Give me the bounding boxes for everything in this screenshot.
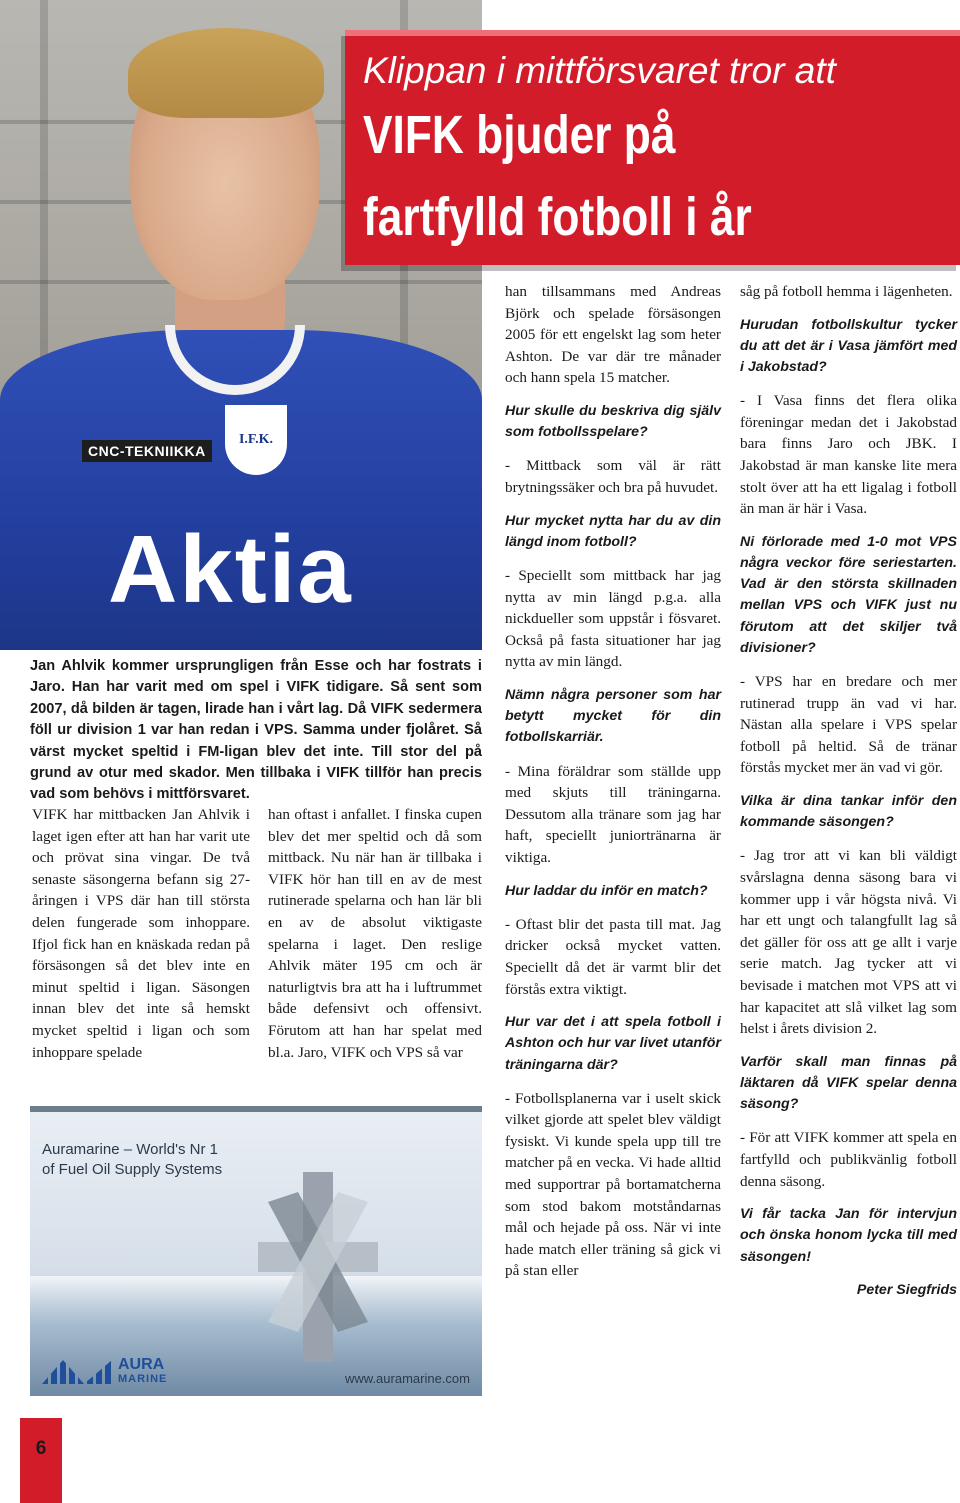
article-column-2 [268, 804, 482, 1075]
paragraph: han tillsammans med Andreas Björk och spelade försäsongen 2005 för ett engelskt lag som heter Ashton. De var där tre månader och hann spela 15 matcher. [505, 283, 721, 387]
interview-question: Ni förlorade med 1-0 mot VPS några veckor före seriestarten. Vad är den största skillnaden mellan VPS och VIFK just nu förutom att det skiljer två divisioner? [740, 533, 957, 656]
logo-text-top: AURA [118, 1356, 165, 1373]
metal-cross-graphic [258, 1172, 378, 1362]
aura-logo-icon [42, 1360, 112, 1384]
shirt-sponsor-text: Aktia [108, 516, 353, 623]
interview-answer: - Speciellt som mittback har jag nytta av min längd p.g.a. alla nickdueller som uppstår i fösvaret. Också på fasta situationer har jag nytta av min längd. [505, 566, 721, 671]
headline-box [345, 30, 960, 265]
paragraph: han oftast i anfallet. I finska cupen blev det mer speltid och då som mittback. Nu när han är tillbaka i VIFK hör han till en av de mest rutinerade spelarna och han lär bli en av de absolut viktigaste spelarna i laget. Den reslige Ahlvik mäter 195 cm och är naturligtvis bra att ha i luftrummet både defensivt och offensivt. Förutom att han har spelat med bl.a. Jaro, VIFK och VPS så var [268, 806, 482, 1061]
interview-answer: - Mittback som väl är rätt brytningssäker och bra på huvudet. [505, 457, 721, 496]
club-crest: I.F.K. [225, 405, 287, 475]
interview-question: Hurudan fotbollskultur tycker du att det är i Vasa jämfört med i Jakobstad? [740, 316, 957, 375]
interview-question: Varför skall man finnas på läktaren då VIFK spelar denna säsong? [740, 1053, 957, 1113]
page-number-bar [20, 1418, 62, 1503]
closing-remark: Vi får tacka Jan för intervjun och önska honom lycka till med säsongen! [740, 1206, 957, 1265]
interview-answer: - Jag tror att vi kan bli väldigt svårslagna denna säsong bara vi kommer upp i vår högsta nivå. Vi har ett ungt och talangfullt lag så det gäller för oss att ge allt i varje serie match. Jag tycker att vi bevisade i matchen mot VPS att vi har kapacitet att slå vilket lag som helst i årets division 2. [740, 847, 957, 1038]
interview-answer: - VPS har en bredare och mer rutinerad trupp än vad vi har. Nästan alla spelare i VPS spelar fotboll på heltid. Så de tränar förstås mycket mer än vad vi gör. [740, 672, 957, 777]
logo-text-bottom: MARINE [118, 1373, 168, 1385]
headline-kicker: Klippan i mittförsvaret tror att [363, 50, 836, 91]
headline-title-line1: VIFK bjuder på [363, 105, 676, 165]
interview-answer: - I Vasa finns det flera olika föreningar medan det i Jakobstad bara finns Jaro och JBK. I Jakobstad är man kanske lite mera stolt över att ha ett ligalag i fotboll än man är här i Vasa. [740, 392, 957, 518]
author-byline: Peter Siegfrids [856, 1281, 957, 1298]
interview-question: Vilka är dina tankar inför den kommande säsongen? [740, 792, 957, 831]
headline-title-line2: fartfylld fotboll i år [363, 187, 752, 247]
interview-question: Hur mycket nytta har du av din längd inom fotboll? [505, 512, 721, 550]
article-column-3 [505, 281, 721, 1294]
paragraph: VIFK har mittbacken Jan Ahlvik i laget igen efter att han har varit ute och prövat sina vingar. De två senaste säsongerna befann sig 27-åringen i VPS där han till största delen fungerade som inhoppare. Ifjol fick han en knäskada redan på försäsongen så det blev inte en minut speltid i ligan. Säsongen innan blev det inte så hemskt mycket speltid i ligan och som inhoppare spelade [32, 806, 250, 1061]
ad-tagline-line1: Auramarine – World's Nr 1 [42, 1141, 218, 1158]
interview-question: Hur var det i att spela fotboll i Ashton och hur var livet utanför träningarna där? [505, 1014, 721, 1073]
ad-tagline-line2: of Fuel Oil Supply Systems [42, 1161, 223, 1178]
ad-url-link[interactable]: www.auramarine.com [345, 1371, 470, 1386]
interview-question: Hur skulle du beskriva dig själv som fotbollsspelare? [505, 402, 721, 441]
shirt-sponsor-badge: CNC-TEKNIIKKA [82, 440, 212, 462]
page-number: 6 [35, 1438, 47, 1459]
article-intro: Jan Ahlvik kommer ursprungligen från Esse och har fostrats i Jaro. Han har varit med om spel i VIFK tidigare. Så sent som 2007, då bilden är tagen, lirade han i vårt lag. Då VIFK sedermera föll ur division 1 var han redan i VPS. Samma under fjolåret. Så värst mycket speltid i FM-ligan blev det inte. Till stor del på grund av otur med skador. Men tillbaka i VIFK tillför han precis vad som behövs i mittförsvaret. [30, 658, 482, 803]
auramarine-advertisement[interactable] [30, 1106, 482, 1396]
interview-answer: - Mina föräldrar som ställde upp med skjuts till träningarna. Dessutom alla tränare som jag har haft, speciellt juniortränarna är viktiga. [505, 762, 721, 866]
paragraph: såg på fotboll hemma i lägenheten. [740, 283, 953, 300]
player-hair [128, 28, 324, 118]
aura-marine-logo [42, 1358, 167, 1386]
article-column-1 [32, 804, 250, 1075]
interview-answer: - För att VIFK kommer att spela en fartfylld och publikvänlig fotboll denna säsong. [740, 1129, 957, 1190]
interview-answer: - Oftast blir det pasta till mat. Jag dricker också mycket vatten. Speciellt då det är varmt blir det förstås extra viktigt. [505, 915, 721, 998]
article-column-4 [740, 281, 957, 1301]
ad-tagline [42, 1140, 222, 1180]
interview-question: Hur laddar du inför en match? [505, 882, 708, 899]
interview-question: Nämn några personer som har betytt mycket för din fotbollskarriär. [505, 686, 721, 746]
interview-answer: - Fotbollsplanerna var i uselt skick vilket gjorde att spelet blev väldigt fysiskt. Vi kunde spela upp till tre matcher på en vecka. Vi hade alltid med supportrar på bortamatcherna som stod bakom motståndarnas mål och hejade på oss. När vi inte hade match eller träning så gick vi på stan eller [505, 1089, 721, 1280]
